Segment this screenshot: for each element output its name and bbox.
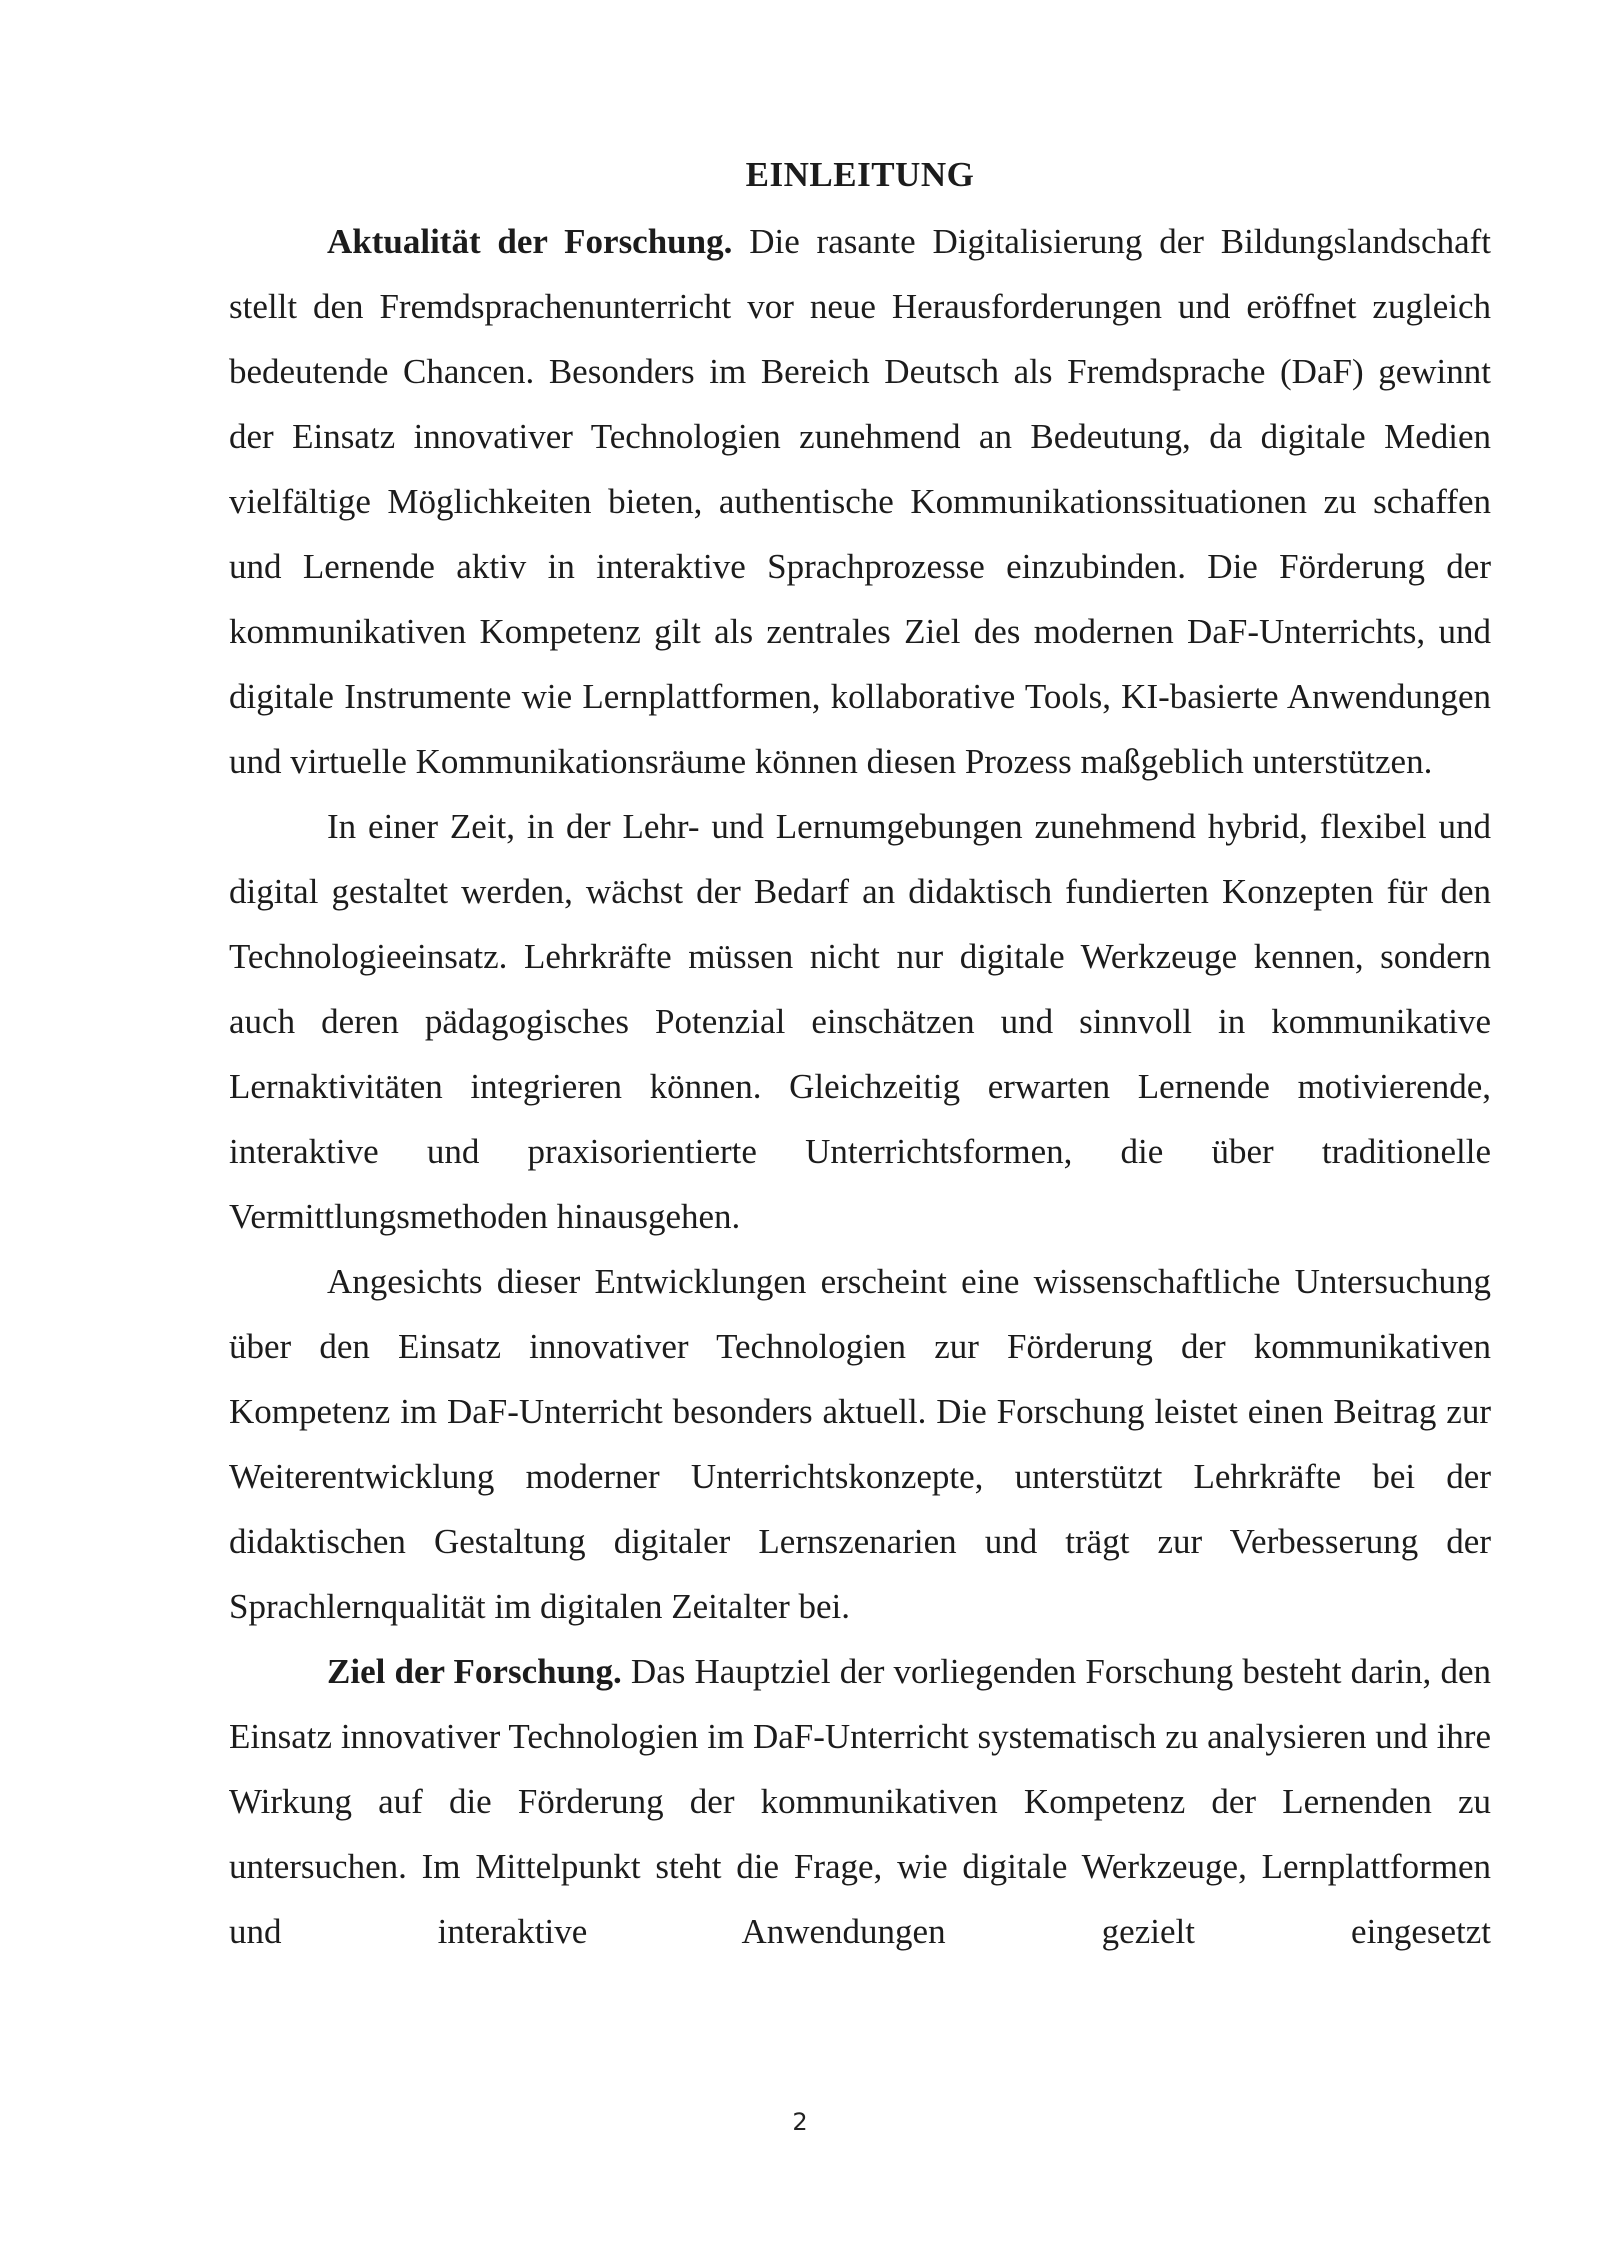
paragraph-lead: Aktualität der Forschung. bbox=[327, 222, 733, 261]
paragraph-text: In einer Zeit, in der Lehr- und Lernumgebungen zunehmend hybrid, flexibel und digital gestaltet werden, wächst der Bedarf an didaktisch fundierten Konzepten für den Technologieeinsatz. Lehrkräfte müssen nicht nur digitale Werkzeuge kennen, sondern auch deren pädagogisches Potenzial einschätzen und sinnvoll in kommunikative Lernaktivitäten integrieren können. Gleichzeitig erwarten Lernende motivierende, interaktive und praxisorientierte Unterrichtsformen, die über traditionelle Vermittlungsmethoden hinausgehen. bbox=[229, 807, 1491, 1236]
paragraph-text: Die rasante Digitalisierung der Bildungslandschaft stellt den Fremdsprachenunterricht vor neue Herausforderungen und eröffnet zugleich bedeutende Chancen. Besonders im Bereich Deutsch als Fremdsprache (DaF) gewinnt der Einsatz innovativer Technologien zunehmend an Bedeutung, da digitale Medien vielfältige Möglichkeiten bieten, authentische Kommunikationssituationen zu schaffen und Lernende aktiv in interaktive Sprachprozesse einzubinden. Die Förderung der kommunikativen Kompetenz gilt als zentrales Ziel des modernen DaF-Unterrichts, und digitale Instrumente wie Lernplattformen, kollaborative Tools, KI-basierte Anwendungen und virtuelle Kommunikationsräume können diesen Prozess maßgeblich unterstützen. bbox=[229, 222, 1491, 781]
paragraph-lead: Ziel der Forschung. bbox=[327, 1652, 622, 1691]
document-page bbox=[229, 150, 1491, 1964]
paragraph-relevance bbox=[229, 1249, 1491, 1639]
paragraph-text: Das Hauptziel der vorliegenden Forschung besteht darin, den Einsatz innovativer Technologien im DaF-Unterricht systematisch zu analysieren und ihre Wirkung auf die Förderung der kommunikativen Kompetenz der Lernenden zu untersuchen. Im Mittelpunkt steht die Frage, wie digitale Werkzeuge, Lernplattformen und interaktive Anwendungen gezielt eingesetzt bbox=[229, 1652, 1491, 1951]
paragraph-ziel bbox=[229, 1639, 1491, 1964]
section-heading: EINLEITUNG bbox=[745, 155, 975, 194]
paragraph-text: Angesichts dieser Entwicklungen erscheint eine wissenschaftliche Untersuchung über den Einsatz innovativer Technologien zur Förderung der kommunikativen Kompetenz im DaF-Unterricht besonders aktuell. Die Forschung leistet einen Beitrag zur Weiterentwicklung moderner Unterrichtskonzepte, unterstützt Lehrkräfte bei der didaktischen Gestaltung digitaler Lernszenarien und trägt zur Verbesserung der Sprachlernqualität im digitalen Zeitalter bei. bbox=[229, 1262, 1491, 1626]
paragraph-aktualitaet bbox=[229, 209, 1491, 794]
page-number: 2 bbox=[792, 2108, 808, 2136]
paragraph-hybrid-learning bbox=[229, 794, 1491, 1249]
